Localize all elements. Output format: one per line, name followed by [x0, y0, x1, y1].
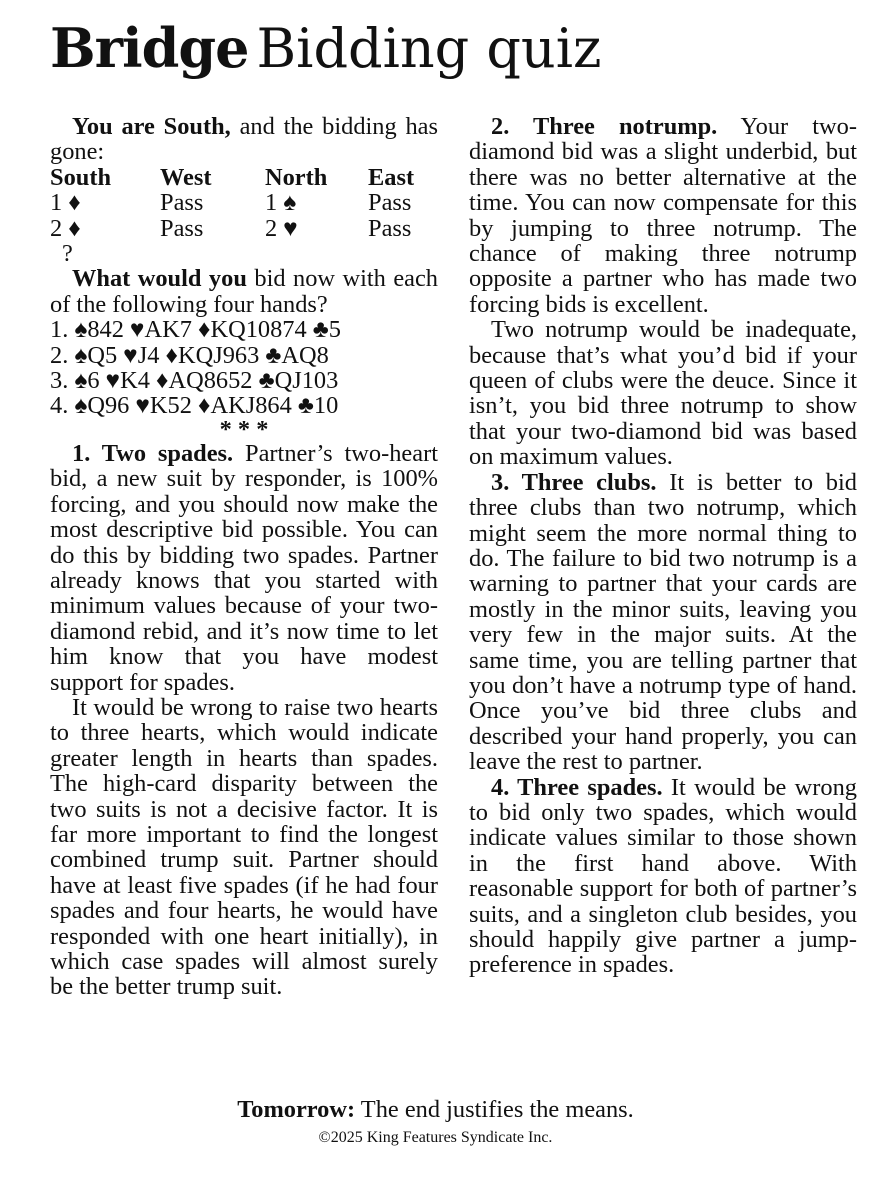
auction-header-row	[50, 165, 438, 190]
answer-1-lead: 1. Two spades.	[72, 439, 234, 467]
auction-cell: Pass	[368, 214, 412, 242]
answer-1b-paragraph	[50, 695, 438, 1000]
answer-2b-text: Two notrump would be inadequate, because that’s what you’d bid if your queen of clubs were the deuce. Since it isn’t, you bid three notrump to show that your two-diamond bid was based on maximum values.	[469, 316, 857, 471]
intro-text: and the bidding has gone:	[50, 113, 438, 166]
question-lead: What would you	[72, 265, 247, 293]
answer-1-paragraph	[50, 441, 438, 695]
auction-header-west: West	[160, 163, 212, 191]
page-title	[50, 18, 601, 79]
title-bold: Bridge	[50, 16, 249, 80]
auction-table	[50, 165, 438, 267]
answer-1b-text: It would be wrong to raise two hearts to three hearts, which would indicate greater length in hearts than spades. The high-card disparity between the two suits is not a decisive factor. It is far more important to find the longest combined trump suit. Partner should have at least five spades (if he had four spades and four hearts, he would have responded with one heart initially), in which case spades will almost surely be the better trump suit.	[50, 693, 438, 1001]
answer-2b-paragraph	[469, 317, 857, 469]
answer-4-text: It would be wrong to bid only two spades, which would indicate values similar to those shown in the first hand above. With reasonable support for both of partner’s suits, and a singleton club besides, you should happily give partner a jump-preference in spades.	[469, 773, 857, 979]
hand-2: 2. ♠Q5 ♥J4 ♦KQJ963 ♣AQ8	[50, 341, 329, 369]
auction-cell: 2 ♦	[50, 214, 81, 242]
auction-header-east: East	[368, 163, 415, 191]
answer-3-paragraph	[469, 470, 857, 775]
title-light: Bidding quiz	[256, 17, 602, 80]
answer-1-text: Partner’s two-heart bid, a new suit by responder, is 100% forcing, and you should now make the most descriptive bid possible. You can do this by bidding two spades. Partner already knows that you started with minimum values because of your two-diamond rebid, and it’s now time to let him know that you have modest support for spades.	[50, 439, 438, 696]
auction-row	[50, 216, 438, 241]
auction-header-south: South	[50, 163, 112, 191]
answer-3-lead: 3. Three clubs.	[491, 468, 657, 496]
answer-2-lead: 2. Three notrump.	[491, 113, 718, 140]
answer-4-paragraph	[469, 775, 857, 978]
copyright: ©2025 King Features Syndicate Inc.	[318, 1129, 553, 1146]
right-column	[469, 114, 857, 978]
intro-paragraph	[50, 114, 438, 165]
answer-2-text: Your two-diamond bid was a slight underbid, but there was no better alternative at the time. You can now compensate for this by jumping to three notrump. The chance of making three notrump opposite a partner who has made two forcing bids is excellent.	[469, 113, 857, 318]
answer-2-paragraph	[469, 114, 857, 317]
question-paragraph	[50, 266, 438, 317]
auction-row	[50, 190, 438, 215]
separator: * * *	[219, 415, 269, 443]
answer-4-lead: 4. Three spades.	[491, 773, 663, 801]
left-column	[50, 114, 438, 1000]
tomorrow-teaser	[0, 1096, 871, 1124]
auction-cell: 1 ♠	[265, 189, 297, 217]
auction-cell: Pass	[160, 189, 204, 217]
auction-cell: Pass	[160, 214, 204, 242]
intro-lead: You are South,	[72, 113, 231, 140]
hand-3: 3. ♠6 ♥K4 ♦AQ8652 ♣QJ103	[50, 367, 339, 395]
auction-cell: Pass	[368, 189, 412, 217]
auction-cell: 1 ♦	[50, 189, 81, 217]
footer-lead: Tomorrow:	[237, 1096, 356, 1123]
auction-header-north: North	[265, 163, 328, 191]
hand-1: 1. ♠842 ♥AK7 ♦KQ10874 ♣5	[50, 316, 341, 344]
answer-3-text: It is better to bid three clubs than two notrump, which might seem the more normal thing to do. The failure to bid two notrump is a warning to partner that your cards are mostly in the minor suits, leaving you very few in the major suits. At the same time, you are telling partner that you don’t have a notrump type of hand. Once you’ve bid three clubs and described your hand properly, you can leave the rest to partner.	[469, 468, 857, 776]
question-text: bid now with each of the following four hands?	[50, 265, 438, 318]
hand-4: 4. ♠Q96 ♥K52 ♦AKJ864 ♣10	[50, 392, 339, 420]
footer-text: The end justifies the means.	[360, 1096, 634, 1123]
auction-cell: 2 ♥	[265, 214, 298, 242]
auction-question-mark: ?	[62, 240, 73, 268]
